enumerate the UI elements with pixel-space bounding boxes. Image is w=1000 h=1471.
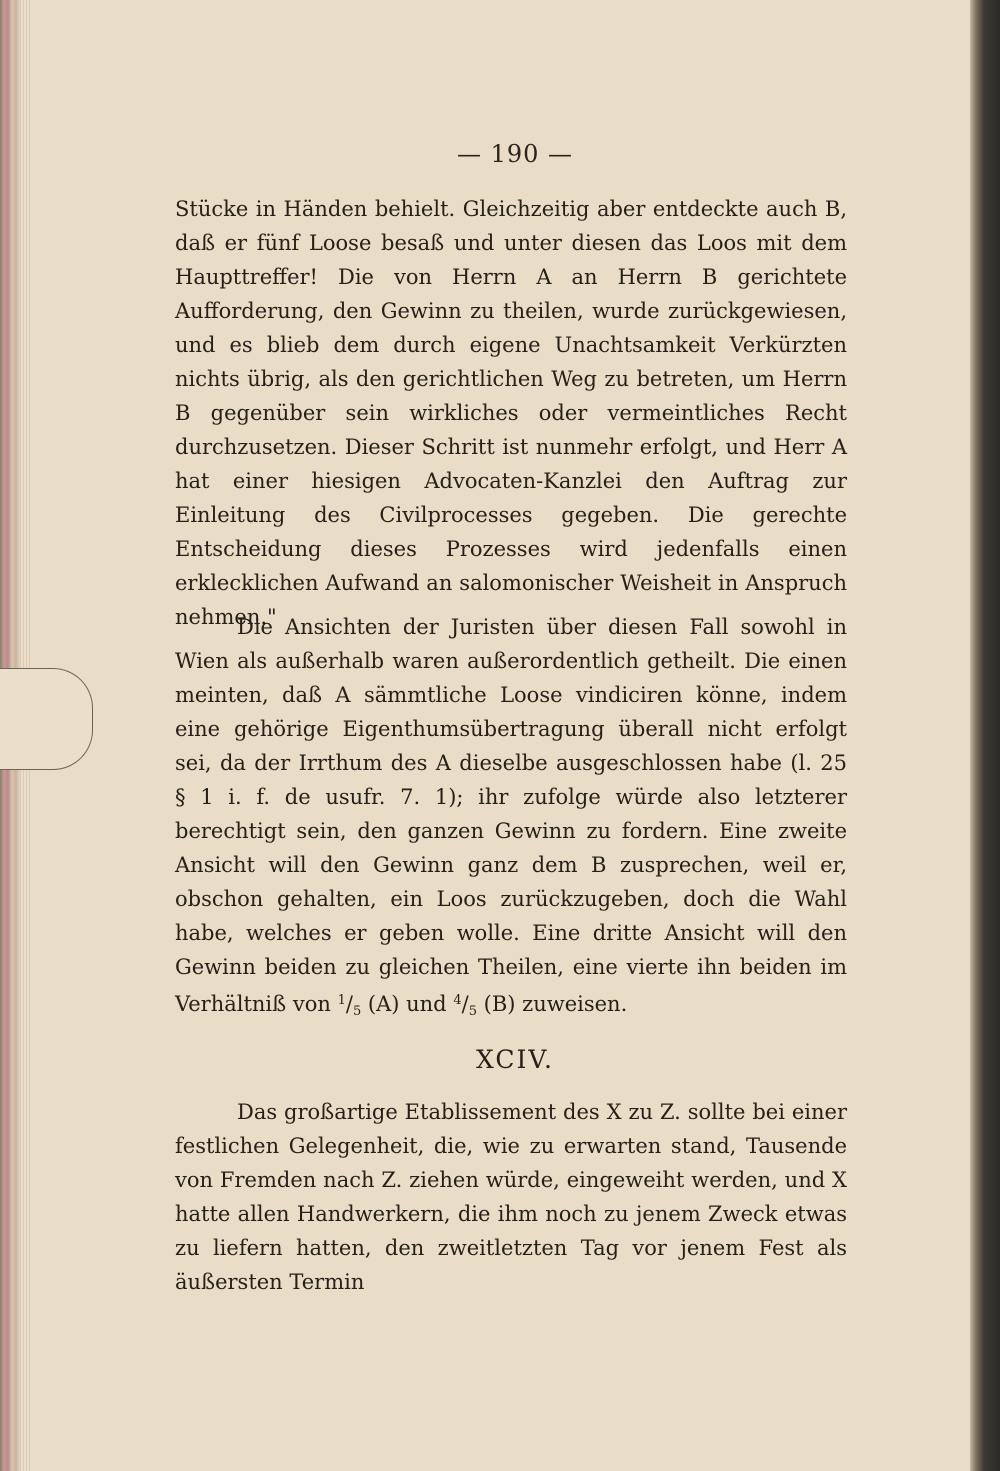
paragraph-2-text: Die Ansichten der Juristen über diesen Fall sowohl in Wien als außerhalb waren außerordentlich getheilt. Die einen meinten, daß A sämmtliche Loose vindiciren könne, indem eine gehörige Eigenthumsübertragung überall nicht erfolgt sei, da der Irrthum des A dieselbe ausgeschlossen habe (l. 25 § 1 i. f. de usufr. 7. 1); ihr zufolge würde also letzterer berechtigt sein, den ganzen Gewinn zu fordern. Eine zweite Ansicht will den Gewinn ganz dem B zusprechen, weil er, obschon gehalten, ein Loos zurückzugeben, doch die Wahl habe, welches er geben wolle. Eine dritte Ansicht will den Gewinn beiden zu gleichen Theilen, eine vierte ihn beiden im Verhältniß von xyxy=(175,615,847,1016)
paragraph-1: Stücke in Händen behielt. Gleichzeitig aber entdeckte auch B, daß er fünf Loose besaß und unter diesen das Loos mit dem Haupttreffer! Die von Herrn A an Herrn B gerichtete Aufforderung, den Gewinn zu theilen, wurde zurückgewiesen, und es blieb dem durch eigene Unachtsamkeit Verkürzten nichts übrig, als den gerichtlichen Weg zu betreten, um Herrn B gegenüber sein wirkliches oder vermeintliches Recht durchzusetzen. Dieser Schritt ist nunmehr erfolgt, und Herr A hat einer hiesigen Advocaten-Kanzlei den Auftrag zur Einleitung des Civilprocesses gegeben. Die gerechte Entscheidung dieses Prozesses wird jedenfalls einen erklecklichen Aufwand an salomonischer Weisheit in Anspruch nehmen." xyxy=(175,197,847,629)
fraction-one-fifth: $^1/_5$ xyxy=(337,992,362,1019)
page-number-header: — 190 — xyxy=(456,140,574,168)
paragraph-2 xyxy=(175,610,847,1029)
fraction-four-fifths: $^4/_5$ xyxy=(453,992,477,1019)
label-a: (A) und xyxy=(367,992,447,1016)
label-b: (B) zuweisen. xyxy=(483,992,628,1016)
paragraph-3: Das großartige Etablissement des X zu Z. sollte bei einer festlichen Gelegenheit, die, wie zu erwarten stand, Tausende von Fremden nach Z. ziehen würde, eingeweiht werden, und X hatte allen Handwerkern, die ihm noch zu jenem Zweck etwas zu liefern hatten, den zweitletzten Tag vor jenem Fest als äußersten Termin xyxy=(175,1100,847,1294)
section-heading: XCIV. xyxy=(476,1045,554,1074)
